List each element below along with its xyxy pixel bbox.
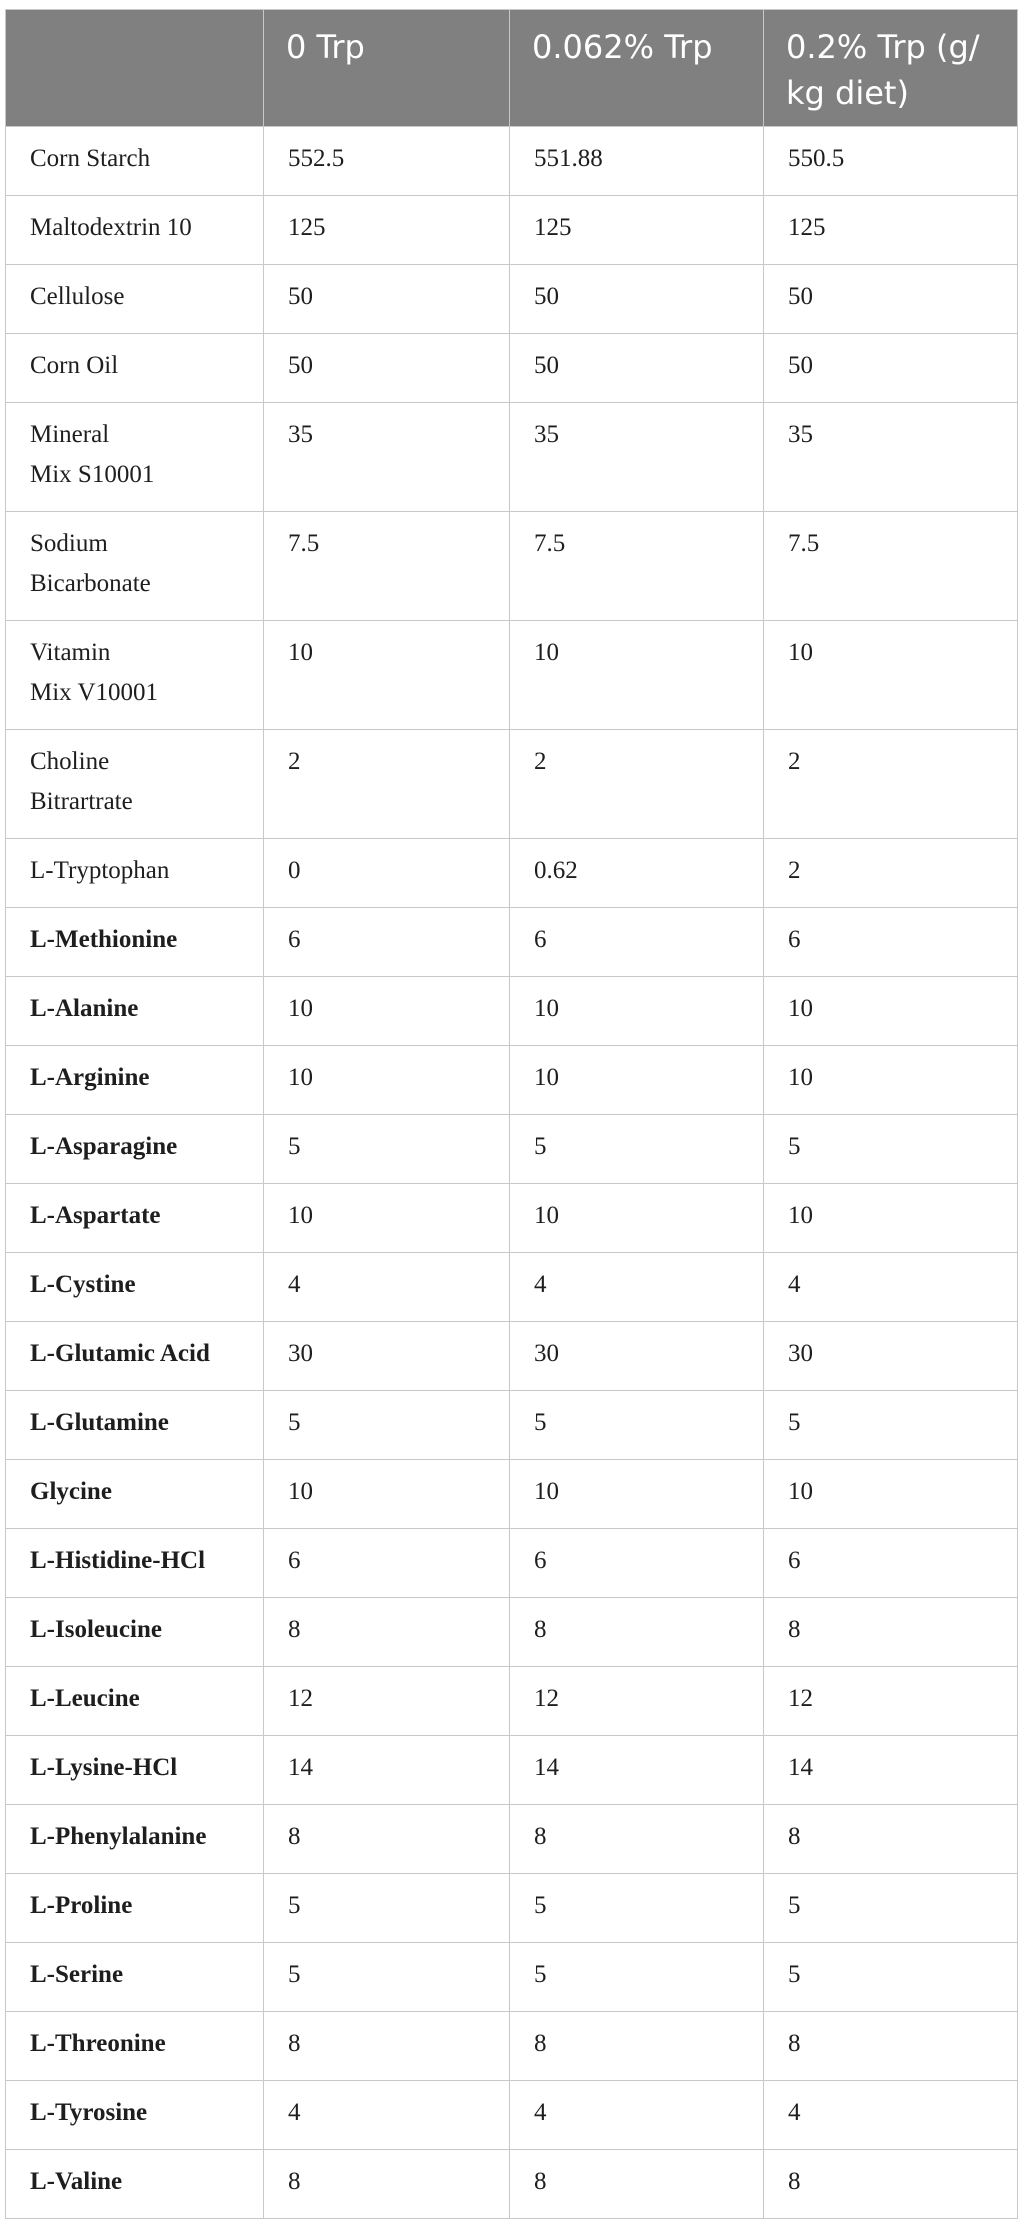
- value-cell: 50: [764, 265, 1018, 334]
- value-cell: 125: [764, 196, 1018, 265]
- table-header: [6, 10, 1018, 127]
- ingredient-cell: L-Phenylalanine: [6, 1805, 264, 1874]
- ingredient-cell: L-Cystine: [6, 1253, 264, 1322]
- value-cell: 4: [510, 2081, 764, 2150]
- ingredient-cell: Corn Oil: [6, 334, 264, 403]
- table-row: [6, 908, 1018, 977]
- value-cell: 35: [764, 403, 1018, 512]
- value-cell: 2: [264, 730, 510, 839]
- value-cell: 550.5: [764, 127, 1018, 196]
- value-cell: 5: [264, 1943, 510, 2012]
- ingredient-cell: L-Tryptophan: [6, 839, 264, 908]
- value-cell: 8: [264, 1598, 510, 1667]
- table-row: [6, 512, 1018, 621]
- table-row: [6, 1391, 1018, 1460]
- value-cell: 10: [510, 621, 764, 730]
- value-cell: 10: [764, 1184, 1018, 1253]
- value-cell: 5: [510, 1874, 764, 1943]
- value-cell: 10: [264, 1046, 510, 1115]
- table-row: [6, 1184, 1018, 1253]
- value-cell: 12: [764, 1667, 1018, 1736]
- header-cell-0-trp: 0 Trp: [264, 10, 510, 127]
- table-row: [6, 977, 1018, 1046]
- diet-composition-table: [5, 9, 1018, 2219]
- value-cell: 12: [264, 1667, 510, 1736]
- table-row: [6, 1667, 1018, 1736]
- value-cell: 8: [764, 2150, 1018, 2219]
- table-row: [6, 334, 1018, 403]
- value-cell: 10: [264, 1460, 510, 1529]
- value-cell: 5: [764, 1874, 1018, 1943]
- value-cell: 10: [510, 977, 764, 1046]
- value-cell: 125: [264, 196, 510, 265]
- diet-composition-table-wrapper: [5, 9, 1017, 2219]
- table-row: [6, 1736, 1018, 1805]
- value-cell: 4: [510, 1253, 764, 1322]
- value-cell: 4: [764, 1253, 1018, 1322]
- table-body: [6, 127, 1018, 2219]
- value-cell: 35: [264, 403, 510, 512]
- value-cell: 10: [764, 1460, 1018, 1529]
- value-cell: 4: [264, 1253, 510, 1322]
- value-cell: 2: [764, 839, 1018, 908]
- value-cell: 5: [264, 1874, 510, 1943]
- value-cell: 10: [264, 621, 510, 730]
- value-cell: 0.62: [510, 839, 764, 908]
- table-row: [6, 621, 1018, 730]
- value-cell: 30: [510, 1322, 764, 1391]
- value-cell: 8: [764, 1805, 1018, 1874]
- value-cell: 5: [264, 1115, 510, 1184]
- ingredient-cell: L-Serine: [6, 1943, 264, 2012]
- value-cell: 5: [510, 1115, 764, 1184]
- table-row: [6, 127, 1018, 196]
- value-cell: 35: [510, 403, 764, 512]
- ingredient-cell: Sodium Bicarbonate: [6, 512, 264, 621]
- value-cell: 50: [510, 265, 764, 334]
- value-cell: 12: [510, 1667, 764, 1736]
- ingredient-cell: L-Alanine: [6, 977, 264, 1046]
- header-row: [6, 10, 1018, 127]
- table-row: [6, 2012, 1018, 2081]
- ingredient-cell: L-Proline: [6, 1874, 264, 1943]
- table-row: [6, 1529, 1018, 1598]
- value-cell: 10: [764, 1046, 1018, 1115]
- ingredient-cell: L-Leucine: [6, 1667, 264, 1736]
- ingredient-cell: Corn Starch: [6, 127, 264, 196]
- table-row: [6, 1805, 1018, 1874]
- value-cell: 14: [764, 1736, 1018, 1805]
- value-cell: 8: [264, 2150, 510, 2219]
- value-cell: 5: [264, 1391, 510, 1460]
- value-cell: 5: [764, 1943, 1018, 2012]
- value-cell: 8: [764, 2012, 1018, 2081]
- value-cell: 7.5: [264, 512, 510, 621]
- value-cell: 10: [510, 1184, 764, 1253]
- value-cell: 14: [264, 1736, 510, 1805]
- value-cell: 50: [264, 334, 510, 403]
- value-cell: 8: [510, 1598, 764, 1667]
- table-row: [6, 2150, 1018, 2219]
- header-cell-02-trp: 0.2% Trp (g/ kg diet): [764, 10, 1018, 127]
- value-cell: 10: [764, 977, 1018, 1046]
- value-cell: 5: [764, 1391, 1018, 1460]
- value-cell: 50: [764, 334, 1018, 403]
- value-cell: 6: [264, 1529, 510, 1598]
- ingredient-cell: L-Isoleucine: [6, 1598, 264, 1667]
- ingredient-cell: L-Valine: [6, 2150, 264, 2219]
- table-row: [6, 730, 1018, 839]
- value-cell: 4: [764, 2081, 1018, 2150]
- value-cell: 4: [264, 2081, 510, 2150]
- value-cell: 552.5: [264, 127, 510, 196]
- ingredient-cell: L-Methionine: [6, 908, 264, 977]
- value-cell: 551.88: [510, 127, 764, 196]
- ingredient-cell: Glycine: [6, 1460, 264, 1529]
- ingredient-cell: L-Glutamine: [6, 1391, 264, 1460]
- value-cell: 6: [764, 908, 1018, 977]
- value-cell: 10: [764, 621, 1018, 730]
- table-row: [6, 196, 1018, 265]
- ingredient-cell: Vitamin Mix V10001: [6, 621, 264, 730]
- ingredient-cell: Maltodextrin 10: [6, 196, 264, 265]
- value-cell: 5: [764, 1115, 1018, 1184]
- value-cell: 6: [764, 1529, 1018, 1598]
- table-row: [6, 1874, 1018, 1943]
- value-cell: 7.5: [764, 512, 1018, 621]
- value-cell: 6: [510, 908, 764, 977]
- ingredient-cell: Cellulose: [6, 265, 264, 334]
- value-cell: 10: [510, 1460, 764, 1529]
- ingredient-cell: Mineral Mix S10001: [6, 403, 264, 512]
- value-cell: 0: [264, 839, 510, 908]
- value-cell: 2: [764, 730, 1018, 839]
- table-row: [6, 403, 1018, 512]
- value-cell: 6: [264, 908, 510, 977]
- value-cell: 30: [264, 1322, 510, 1391]
- value-cell: 7.5: [510, 512, 764, 621]
- table-row: [6, 1046, 1018, 1115]
- ingredient-cell: L-Glutamic Acid: [6, 1322, 264, 1391]
- value-cell: 14: [510, 1736, 764, 1805]
- header-cell-0062-trp: 0.062% Trp: [510, 10, 764, 127]
- ingredient-cell: Choline Bitrartrate: [6, 730, 264, 839]
- ingredient-cell: L-Asparagine: [6, 1115, 264, 1184]
- ingredient-cell: L-Threonine: [6, 2012, 264, 2081]
- value-cell: 8: [510, 1805, 764, 1874]
- value-cell: 8: [264, 2012, 510, 2081]
- header-cell-ingredient: [6, 10, 264, 127]
- value-cell: 10: [264, 977, 510, 1046]
- value-cell: 5: [510, 1391, 764, 1460]
- value-cell: 8: [510, 2150, 764, 2219]
- value-cell: 30: [764, 1322, 1018, 1391]
- table-row: [6, 839, 1018, 908]
- table-row: [6, 1460, 1018, 1529]
- table-row: [6, 1115, 1018, 1184]
- value-cell: 50: [510, 334, 764, 403]
- value-cell: 8: [510, 2012, 764, 2081]
- ingredient-cell: L-Arginine: [6, 1046, 264, 1115]
- table-row: [6, 2081, 1018, 2150]
- table-row: [6, 1253, 1018, 1322]
- value-cell: 8: [264, 1805, 510, 1874]
- value-cell: 10: [510, 1046, 764, 1115]
- table-row: [6, 1943, 1018, 2012]
- value-cell: 125: [510, 196, 764, 265]
- table-row: [6, 265, 1018, 334]
- ingredient-cell: L-Histidine-HCl: [6, 1529, 264, 1598]
- value-cell: 10: [264, 1184, 510, 1253]
- value-cell: 5: [510, 1943, 764, 2012]
- value-cell: 2: [510, 730, 764, 839]
- table-row: [6, 1598, 1018, 1667]
- table-row: [6, 1322, 1018, 1391]
- value-cell: 8: [764, 1598, 1018, 1667]
- ingredient-cell: L-Aspartate: [6, 1184, 264, 1253]
- ingredient-cell: L-Lysine-HCl: [6, 1736, 264, 1805]
- value-cell: 6: [510, 1529, 764, 1598]
- ingredient-cell: L-Tyrosine: [6, 2081, 264, 2150]
- value-cell: 50: [264, 265, 510, 334]
